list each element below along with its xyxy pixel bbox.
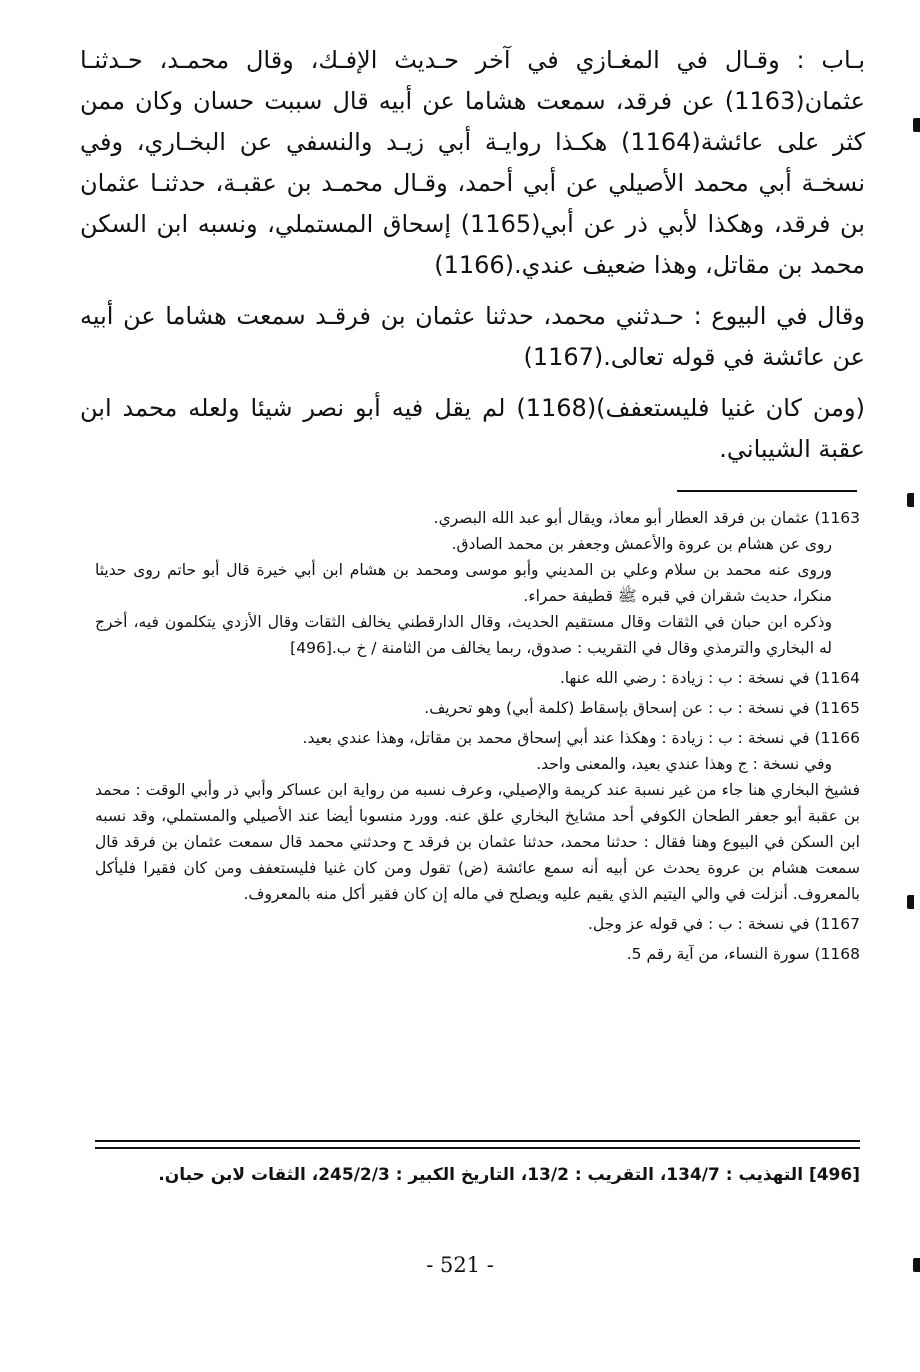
- footnote-continuation: فشيخ البخاري هنا جاء من غير نسبة عند كريمة والإصيلي، وعرف نسبه من رواية ابن عساكر وأبي ذر وأبي الوقت : محمد بن عقبة أبو جعفر الطحان الكوفي أحد مشايخ البخاري علق عنه. وورد منسوبا أيضا عند الأصيلي والمستملي، وقد نسبه ابن السكن في البيوع وهنا فقال : حدثنا محمد، حدثنا عثمان بن فرقد ح وحدثني محمد قال سمعت عثمان بن فرقد قال سمعت هشام بن عروة يحدث عن أبيه أنه سمع عائشة (ض) تقول ومن كان غنيا فليستعفف ومن كان فقيرا فليأكل بالمعروف. أنزلت في والي اليتيم الذي يقيم عليه ويصلح في ماله إن كان فقير أكل منه بالمعروف.: [95, 781, 860, 903]
- footnote-number: 1166): [814, 729, 860, 747]
- footnote-text: في نسخة : ب : عن إسحاق بإسقاط (كلمة أبي) وهو تحريف.: [424, 699, 810, 717]
- footnote-continuation: روى عن هشام بن عروة والأعمش وجعفر بن محمد الصادق.: [451, 535, 832, 553]
- footnote-text: عثمان بن فرقد العطار أبو معاذ، ويقال أبو عبد الله البصري.: [433, 509, 810, 527]
- footnote-text: سورة النساء، من آية رقم 5.: [626, 945, 810, 963]
- footnote-continuation: وذكره ابن حبان في الثقات وقال مستقيم الحديث، وقال الدارقطني يخالف الثقات وقال الأزدي يتكلمون فيه، أخرج له البخاري والترمذي وقال في التقريب : صدوق، ربما يخالف من الثامنة / خ ب.[496]: [95, 613, 832, 657]
- edge-mark: [913, 118, 920, 132]
- main-paragraph-2: وقال في البيوع : حـدثني محمد، حدثنا عثمان بن فرقـد سمعت هشاما عن أبيه عن عائشة في قوله تعالى.(1167): [80, 302, 865, 371]
- footnote-number: 1167): [814, 915, 860, 933]
- footnote-1166: [95, 725, 860, 907]
- footnote-text: في نسخة : ب : في قوله عز وجل.: [587, 915, 810, 933]
- footnote-continuation: وروى عنه محمد بن سلام وعلي بن المديني وأبو موسى ومحمد بن هشام ابن أبي خيرة قال أبو حاتم روى حديثا منكرا، حديث شقران في قبره ﷺ قطيفة حمراء.: [95, 561, 832, 605]
- edge-mark: [907, 493, 914, 507]
- edge-mark: [907, 895, 914, 909]
- main-paragraph-3: (ومن كان غنيا فليستعفف)(1168) لم يقل فيه أبو نصر شيئا ولعله محمد ابن عقبة الشيباني.: [80, 394, 865, 463]
- footnote-1165: [95, 695, 860, 721]
- footnote-number: 1168): [814, 945, 860, 963]
- footnote-continuation: وفي نسخة : ج وهذا عندي بعيد، والمعنى واحد.: [536, 755, 832, 773]
- page-number: - 521 -: [426, 1253, 494, 1277]
- footnote-number: 1165): [814, 699, 860, 717]
- sources-line: [496] التهذيب : 134/7، التقريب : 13/2، التاريخ الكبير : 245/2/3، الثقات لابن حبان.: [158, 1165, 860, 1185]
- footnote-1168: [95, 941, 860, 967]
- footnote-1164: [95, 665, 860, 691]
- main-paragraph-1: بـاب : وقـال في المغـازي في آخر حـديث الإفـك، وقال محمـد، حـدثنـا عثمان(1163) عن فرقد، سمعت هشاما عن أبيه قال سببت حسان وكان ممن كثر على عائشة(1164) هكـذا روايـة أبي زيـد والنسفي عن البخـاري، وفي نسخـة أبي محمد الأصيلي عن أبي أحمد، وقـال محمـد بن عقبـة، حدثنـا عثمان بن فرقد، وهكذا لأبي ذر عن أبي(1165) إسحاق المستملي، ونسبه ابن السكن محمد بن مقاتل، وهذا ضعيف عندي.(1166): [80, 46, 866, 279]
- sources-separator: [95, 1140, 860, 1149]
- footnote-separator: [677, 490, 857, 492]
- edge-mark: [913, 1258, 920, 1272]
- footnote-text: في نسخة : ب : زيادة : وهكذا عند أبي إسحاق محمد بن مقاتل، وهذا عندي بعيد.: [302, 729, 810, 747]
- footnote-number: 1164): [814, 669, 860, 687]
- main-text: [80, 40, 865, 480]
- footnote-text: في نسخة : ب : زيادة : رضي الله عنها.: [559, 669, 810, 687]
- footnote-number: 1163): [814, 509, 860, 527]
- footnote-1167: [95, 911, 860, 937]
- footnote-1163: [95, 505, 860, 661]
- footnotes: [95, 505, 860, 971]
